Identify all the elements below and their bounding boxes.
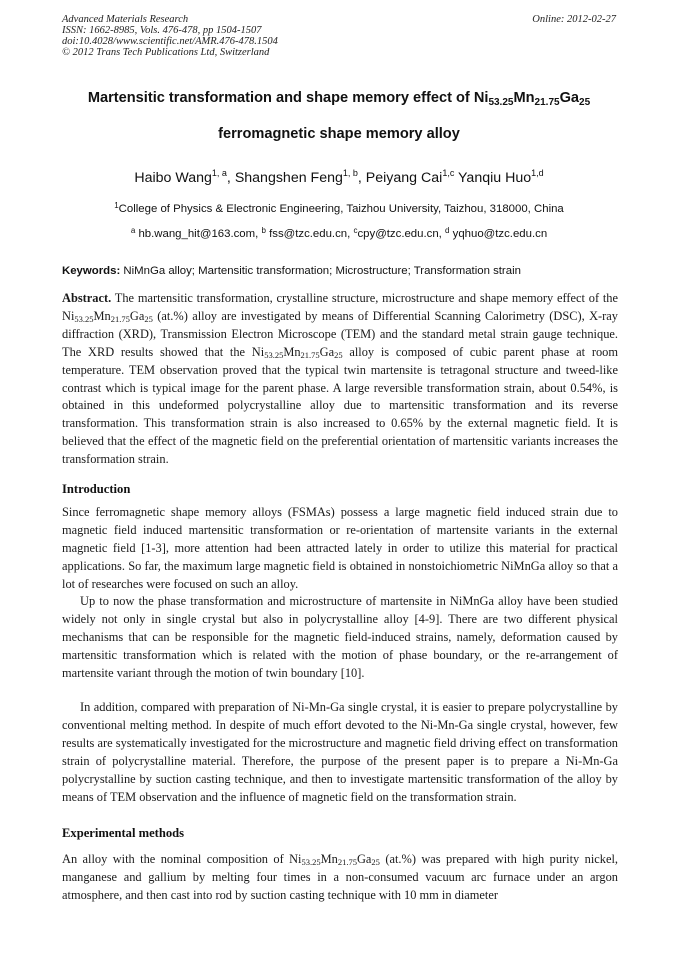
issn-line: ISSN: 1662-8985, Vols. 476-478, pp 1504-1507 xyxy=(62,25,262,36)
keywords xyxy=(62,265,618,277)
abstract-label: Abstract. xyxy=(62,291,112,305)
email-link[interactable]: cpy@tzc.edu.cn, xyxy=(357,228,446,240)
experimental-heading: Experimental methods xyxy=(62,826,185,840)
abstract-paragraph: Abstract. The martensitic transformation, crystalline structure, microstructure and shape memory effect of the $Ni_{53.25}Mn_{21.75}Ga_{25}$ (at.%) alloy are investigated by means of Differential Scanning Calorimetry (DSC), X-ray diffraction (XRD), Transmission Electron Microscope (TEM) and the standard metal strain gauge technique. The XRD results showed that the $Ni_{53.25}Mn_{21.75}Ga_{25}$ alloy is composed of cubic parent phase at room temperature. TEM observation proved that the typical twin martensite is tetragonal structure and tweed-like contrast which is typical image for the parent phase. A large reversible transformation strain, about 0.54%, is obtained in this undeformed polycrystalline alloy due to martensitic transformation and its reverse transformation. This transformation strain is also increased to 0.65% by the external magnetic field. It is believed that the effect of the magnetic field on the preferential orientation of martensitic variants increases the transformation strain. xyxy=(62,291,618,467)
experimental-paragraph: An alloy with the nominal composition of $Ni_{53.25}Mn_{21.75}Ga_{25}$ (at.%) was prepared with high purity nickel, manganese and gallium by melting four times in a non-consumed vacuum arc furnace under an argon atmosphere, and then cast into rod by suction casting technique with 10 mm in diameter xyxy=(62,852,618,902)
author: Shangshen Feng xyxy=(234,170,343,186)
email-link[interactable]: fss@tzc.edu.cn, xyxy=(265,228,354,240)
paper-title-line2: ferromagnetic shape memory alloy xyxy=(218,126,460,142)
introduction-paragraph: Up to now the phase transformation and microstructure of martensite in NiMnGa alloy have been studied widely not only in single crystal but also in polycrystalline alloy [4-9]. There are two different physical mechanisms that can be responsible for the magnetic field-induced strains, namely, deformation caused by martensitic transformation which is related with the motion of phase boundary, or the re-arrangement of martensite variant through the motion of twin boundary [10]. xyxy=(62,594,618,680)
online-date: Online: 2012-02-27 xyxy=(532,14,616,25)
email-link[interactable]: yqhuo@tzc.edu.cn xyxy=(449,228,548,240)
author: Peiyang Cai xyxy=(365,170,443,186)
keywords-label: Keywords: xyxy=(62,265,121,277)
doi-line: doi:10.4028/www.scientific.net/AMR.476-478.1504 xyxy=(62,36,278,47)
paper-title: Martensitic transformation and shape memory effect of $Ni_{53.25}Mn_{21.75}Ga_{25}$ xyxy=(87,90,591,108)
keywords-text: NiMnGa alloy; Martensitic transformation; Microstructure; Transformation strain xyxy=(120,265,521,277)
author: Haibo Wang xyxy=(134,170,212,186)
email-list: $^a$ hb.wang_hit@163.com, $^b$ fss@tzc.edu.cn, $^c$cpy@tzc.edu.cn, $^d$ yqhuo@tzc.edu.cn xyxy=(130,226,548,240)
affiliation: $^1$College of Physics & Electronic Engineering, Taizhou University, Taizhou, 318000, China xyxy=(114,201,564,215)
email-link[interactable]: hb.wang_hit@163.com, xyxy=(135,228,262,240)
introduction-heading: Introduction xyxy=(62,482,131,496)
author-list: Haibo Wang$^{1, a}$, Shangshen Feng$^{1, b}$, Peiyang Cai$^{1,c}$ Yanqiu Huo$^{1,d}$ xyxy=(134,168,544,186)
copyright-line: © 2012 Trans Tech Publications Ltd, Switzerland xyxy=(62,47,270,58)
introduction-paragraph: In addition, compared with preparation of Ni-Mn-Ga single crystal, it is easier to prepare polycrystalline by conventional melting method. In despite of much effort devoted to the Ni-Mn-Ga single crystal, however, few results are systematically investigated for the microstructure and magnetic field driving effect on transformation strain of polycrystalline material. Therefore, the purpose of the present paper is to prepare a Ni-Mn-Ga polycrystalline by suction casting technique, and then to investigate martensitic transformation of the alloy by means of TEM observation and the influence of magnetic field on the transformation strain. xyxy=(62,700,618,804)
journal-name: Advanced Materials Research xyxy=(62,14,189,25)
journal-header xyxy=(62,14,278,58)
author: Yanqiu Huo xyxy=(458,170,532,186)
introduction-paragraph: Since ferromagnetic shape memory alloys (FSMAs) possess a large magnetic field induced strain due to magnetic field induced martensitic transformation or re-orientation of martensite variants in the external magnetic field [1-3], more attention had been attracted lately in order to utilize this material for practical applications. So far, the maximum large magnetic field is obtained in nonstoichiometric NiMnGa alloy so that a lot of researches were focused on such an alloy. xyxy=(62,505,618,591)
